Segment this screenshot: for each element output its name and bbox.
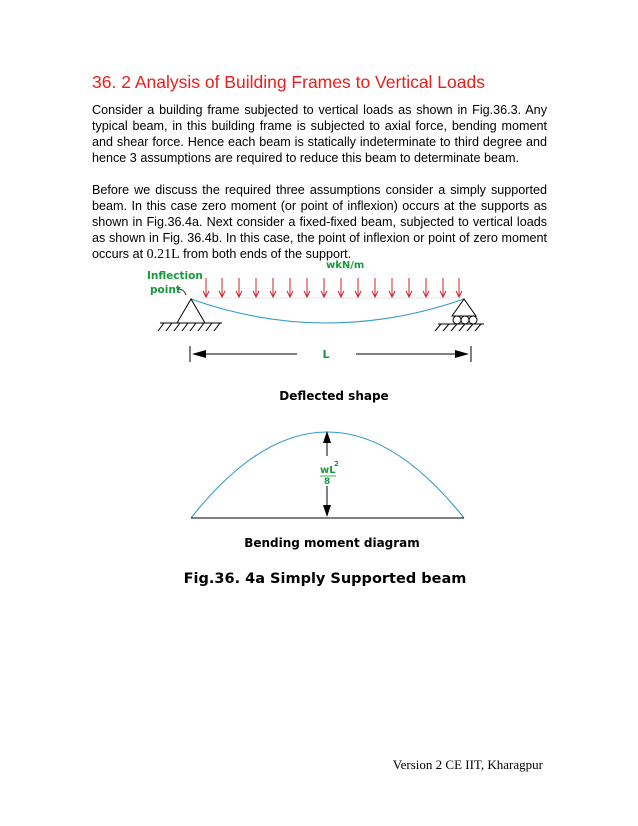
load-arrow — [389, 278, 395, 297]
deflected-shape-caption: Deflected shape — [279, 389, 389, 403]
moment-exponent: 2 — [334, 460, 339, 468]
span-label: L — [322, 348, 330, 361]
load-arrow — [440, 278, 446, 297]
load-arrow — [355, 278, 361, 297]
paragraph-2-text-after: from both ends of the support. — [179, 247, 352, 261]
load-arrow — [253, 278, 259, 297]
inflection-label-line1: Inflection — [147, 270, 203, 282]
page-footer: Version 2 CE IIT, Kharagpur — [392, 757, 543, 772]
load-arrow — [372, 278, 378, 297]
paragraph-1: Consider a building frame subjected to vertical loads as shown in Fig.36.3. Any typical beam, in this building frame is subjected to axial force, bending moment and shear force. Hence each beam is statically indeterminate to third degree and hence 3 assumptions are required to reduce this beam to determinate beam. — [92, 103, 547, 165]
load-arrow — [456, 278, 462, 297]
deflected-beam-curve — [191, 299, 464, 323]
load-arrow — [423, 278, 429, 297]
span-arrow-right — [455, 350, 469, 358]
bmd-caption: Bending moment diagram — [244, 536, 420, 550]
load-arrow — [287, 278, 293, 297]
load-arrow — [203, 278, 209, 297]
paragraph-2-text-before: Before we discuss the required three assumptions consider a simply supported beam. In this case zero moment (or point of inflexion) occurs at the supports as shown in Fig.36.4a. Next consider a fixed-fixed beam, subjected to vertical loads as shown in Fig. 36.4b. In this case, the point of inflexion or point of zero moment occurs at — [92, 183, 547, 261]
distributed-load — [203, 278, 462, 298]
load-arrow — [236, 278, 242, 297]
inflection-label-line2: point — [150, 284, 181, 296]
simply-supported-beam-figure — [0, 250, 638, 595]
moment-numerator: wL — [320, 465, 336, 476]
section-heading: 36. 2 Analysis of Building Frames to Vertical Loads — [92, 72, 485, 92]
load-label: wkN/m — [326, 260, 365, 271]
figure-caption: Fig.36. 4a Simply Supported beam — [183, 571, 467, 587]
load-arrow — [321, 278, 327, 297]
load-arrow — [406, 278, 412, 297]
moment-denominator: 8 — [324, 477, 331, 487]
load-arrow — [270, 278, 276, 297]
load-arrow — [304, 278, 310, 297]
load-arrow — [338, 278, 344, 297]
span-dimension — [190, 346, 471, 362]
span-arrow-left — [192, 350, 206, 358]
roller-support-right — [435, 299, 484, 331]
inflexion-distance-math: 0.21L — [146, 247, 180, 262]
pin-support-left — [158, 299, 222, 331]
bmd-arrow-up — [323, 431, 331, 443]
bmd-arrow-down — [323, 505, 331, 517]
load-arrow — [219, 278, 225, 297]
